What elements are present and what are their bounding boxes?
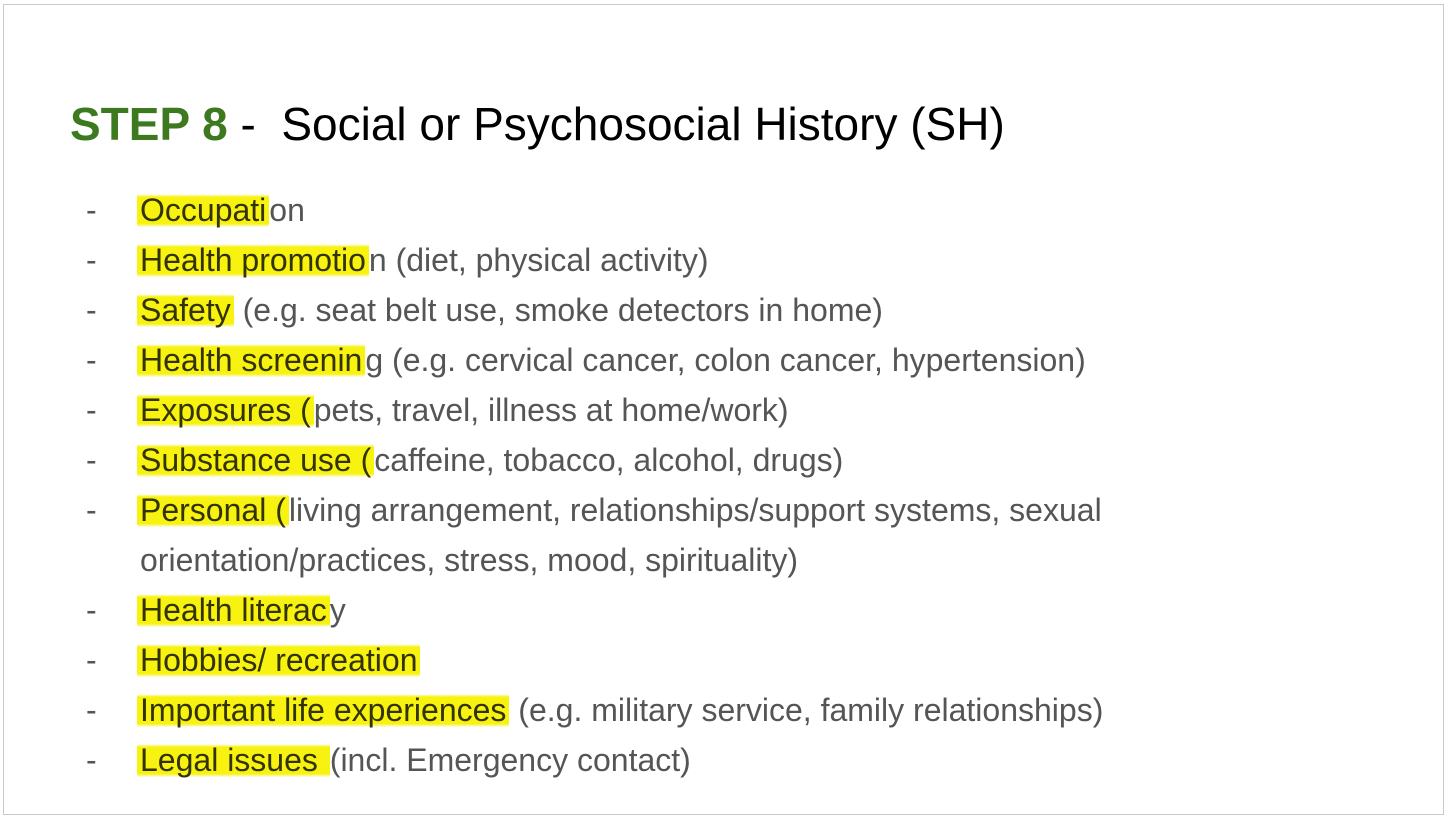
highlighted-term: Hobbies/ recreation: [137, 642, 420, 678]
item-detail: (e.g. seat belt use, smoke detectors in home): [233, 292, 883, 328]
bullet-dash: -: [86, 742, 97, 778]
list-item: [4, 185, 1230, 235]
item-detail: n (diet, physical activity): [368, 242, 709, 278]
list-item: [4, 635, 1230, 685]
highlighted-term: Health literac: [137, 592, 330, 628]
bullet-dash: -: [86, 442, 97, 478]
highlighted-term: Substance use (: [137, 442, 374, 478]
highlighted-term: Legal issues: [137, 742, 330, 778]
highlighted-term: Safety: [137, 292, 234, 328]
item-detail: g (e.g. cervical cancer, colon cancer, hypertension): [365, 342, 1086, 378]
bullet-dash: -: [86, 192, 97, 228]
list-item: [4, 385, 1230, 435]
slide: [3, 4, 1444, 815]
bullet-dash: -: [86, 692, 97, 728]
title-text: Social or Psychosocial History (SH): [281, 98, 1005, 150]
list-item: [4, 585, 1230, 635]
item-detail: on: [269, 192, 305, 228]
bullet-dash: -: [86, 642, 97, 678]
item-detail: living arrangement, relationships/support systems, sexual orientation/practices, stress, mood, spirituality): [140, 492, 1102, 578]
highlighted-term: Occupati: [137, 192, 269, 228]
title-separator: -: [227, 98, 282, 150]
highlighted-term: Health screenin: [137, 342, 365, 378]
list-item: [4, 735, 1230, 785]
bullet-dash: -: [86, 342, 97, 378]
item-detail: y: [329, 592, 346, 628]
highlighted-term: Exposures (: [137, 392, 314, 428]
list-item: [4, 285, 1230, 335]
bullet-dash: -: [86, 592, 97, 628]
bullet-dash: -: [86, 292, 97, 328]
item-detail: caffeine, tobacco, alcohol, drugs): [374, 442, 844, 478]
bullet-dash: -: [86, 392, 97, 428]
highlighted-term: Important life experiences: [137, 692, 509, 728]
history-list: [4, 185, 1230, 785]
list-item: [4, 485, 1230, 585]
slide-title: [70, 94, 1005, 154]
bullet-dash: -: [86, 492, 97, 528]
list-item: [4, 235, 1230, 285]
step-label: STEP 8: [70, 98, 228, 150]
list-item: [4, 435, 1230, 485]
list-item: [4, 335, 1230, 385]
item-detail: (e.g. military service, family relationships): [509, 692, 1104, 728]
item-detail: (incl. Emergency contact): [329, 742, 691, 778]
item-detail: pets, travel, illness at home/work): [313, 392, 789, 428]
highlighted-term: Health promotio: [137, 242, 369, 278]
bullet-dash: -: [86, 242, 97, 278]
highlighted-term: Personal (: [137, 492, 289, 528]
list-item: [4, 685, 1230, 735]
